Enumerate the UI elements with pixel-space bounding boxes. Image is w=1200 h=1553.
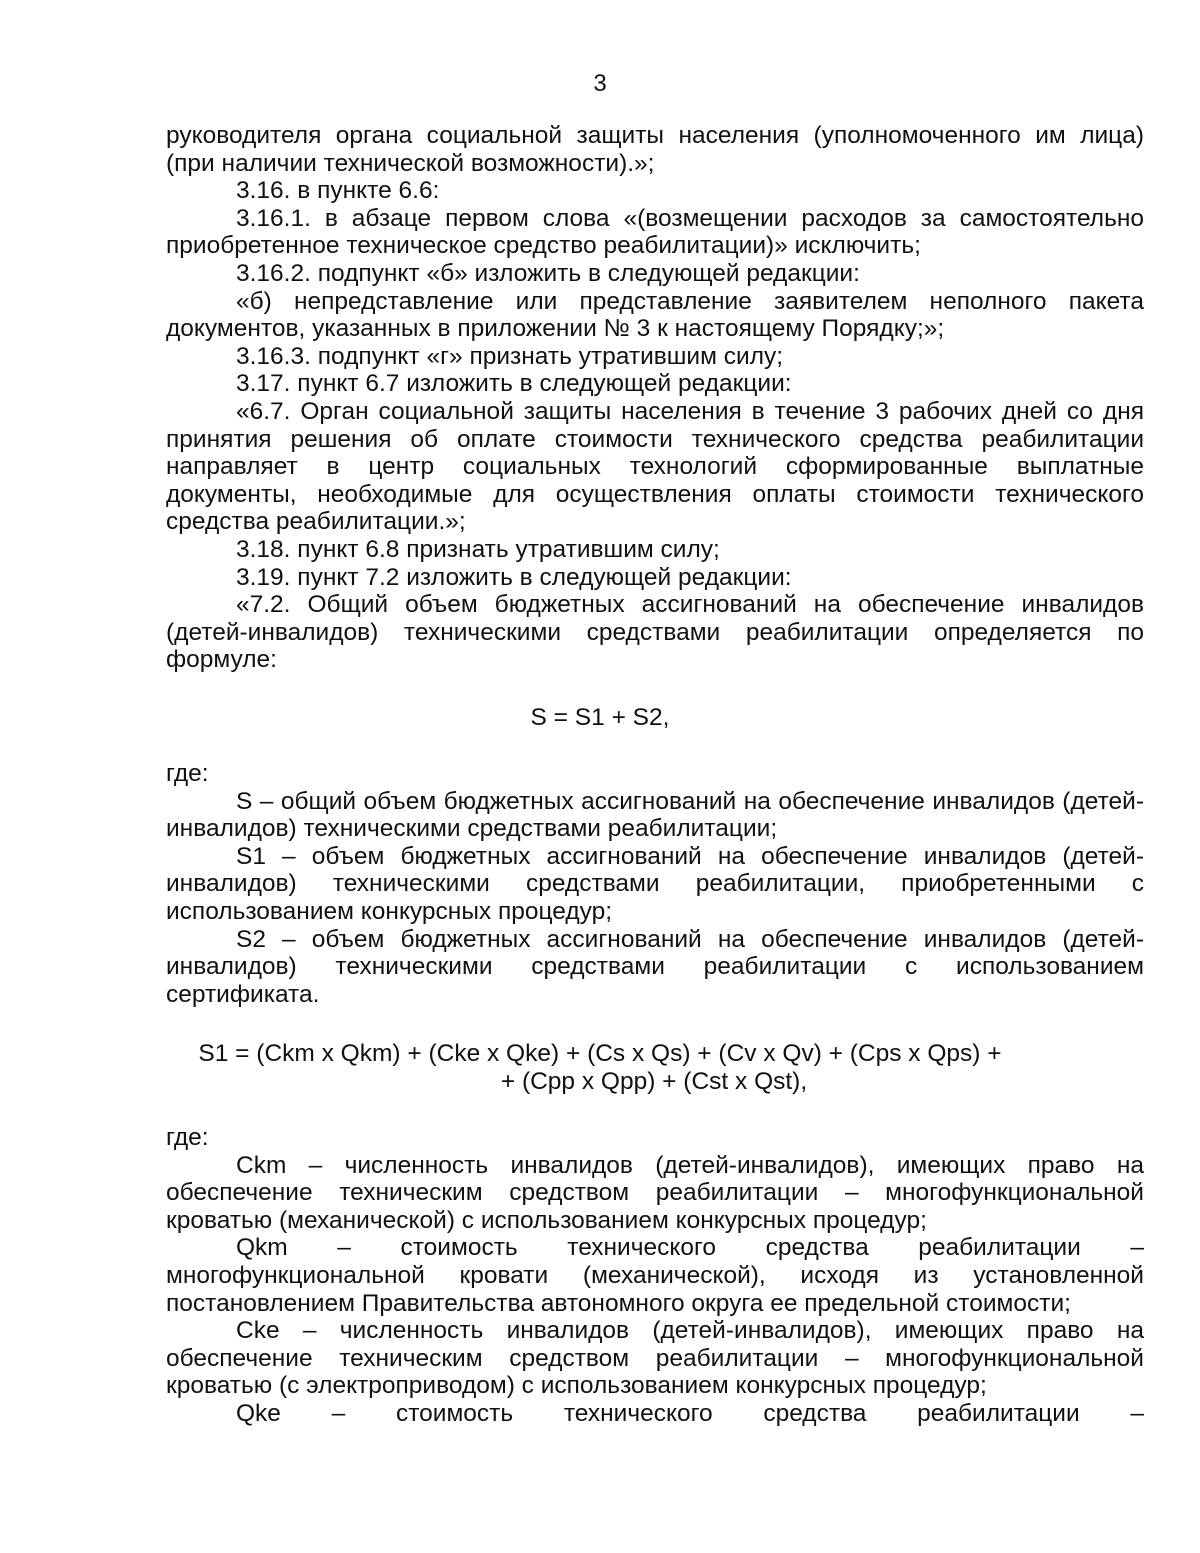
- paragraph: S – общий объем бюджетных ассигнований на обеспечение инвалидов (детей-инвалидов) техническими средствами реабилитации;: [166, 787, 1144, 843]
- text-block-definitions-s1: [166, 1124, 1144, 1428]
- paragraph: «б) непредставление или представление заявителем неполного пакета документов, указанных в приложении № 3 к настоящему Порядку;»;: [166, 287, 1144, 343]
- formula-s1-line2: + (Cpp x Qpp) + (Cst x Qst),: [500, 1067, 808, 1095]
- formula-s1-line1: S1 = (Ckm x Qkm) + (Cke x Qke) + (Cs x Qs) + (Cv x Qv) + (Cps x Qps) +: [198, 1040, 1002, 1067]
- paragraph: «7.2. Общий объем бюджетных ассигнований на обеспечение инвалидов (детей-инвалидов) техническими средствами реабилитации определяется по формуле:: [166, 591, 1144, 674]
- paragraph: 3.18. пункт 6.8 признать утратившим силу;: [236, 535, 720, 563]
- text-block-amendments: [166, 122, 1144, 674]
- paragraph: Qke – стоимость технического средства реабилитации –: [236, 1399, 1144, 1427]
- formula-total: S = S1 + S2,: [530, 704, 670, 731]
- paragraph: где:: [166, 760, 209, 787]
- paragraph: S1 – объем бюджетных ассигнований на обеспечение инвалидов (детей-инвалидов) техническими средствами реабилитации, приобретенными с использованием конкурсных процедур;: [166, 842, 1144, 925]
- paragraph: руководителя органа социальной защиты населения (уполномоченного им лица) (при наличии технической возможности).»;: [166, 122, 1144, 177]
- paragraph: Qkm – стоимость технического средства реабилитации – многофункциональной кровати (механической), исходя из установленной постановлением Правительства автономного округа ее предельной стоимости;: [166, 1234, 1144, 1317]
- paragraph: 3.16.1. в абзаце первом слова «(возмещении расходов за самостоятельно приобретенное техническое средство реабилитации)» исключить;: [166, 204, 1144, 260]
- paragraph: 3.16.3. подпункт «г» признать утратившим силу;: [236, 342, 784, 370]
- paragraph: Ckm – численность инвалидов (детей-инвалидов), имеющих право на обеспечение техническим средством реабилитации – многофункциональной кроватью (механической) с использованием конкурсных процедур;: [166, 1151, 1144, 1234]
- page-number: 3: [593, 70, 607, 97]
- paragraph: где:: [166, 1124, 209, 1151]
- paragraph: 3.17. пункт 6.7 изложить в следующей редакции:: [236, 370, 792, 398]
- paragraph: Cke – численность инвалидов (детей-инвалидов), имеющих право на обеспечение техническим средством реабилитации – многофункциональной кроватью (с электроприводом) с использованием конкурсных процедур;: [166, 1317, 1144, 1400]
- paragraph: «6.7. Орган социальной защиты населения в течение 3 рабочих дней со дня принятия решения об оплате стоимости технического средства реабилитации направляет в центр социальных технологий сформированные выплатные документы, необходимые для осуществления оплаты стоимости технического средства реабилитации.»;: [166, 397, 1144, 536]
- paragraph: 3.16. в пункте 6.6:: [236, 177, 440, 205]
- paragraph: S2 – объем бюджетных ассигнований на обеспечение инвалидов (детей-инвалидов) техническими средствами реабилитации с использованием сертификата.: [166, 925, 1144, 1008]
- paragraph: 3.19. пункт 7.2 изложить в следующей редакции:: [236, 563, 792, 591]
- formula-s1: [0, 1040, 1200, 1095]
- text-block-definitions-s: [166, 760, 1144, 1008]
- paragraph: 3.16.2. подпункт «б» изложить в следующей редакции:: [236, 259, 860, 287]
